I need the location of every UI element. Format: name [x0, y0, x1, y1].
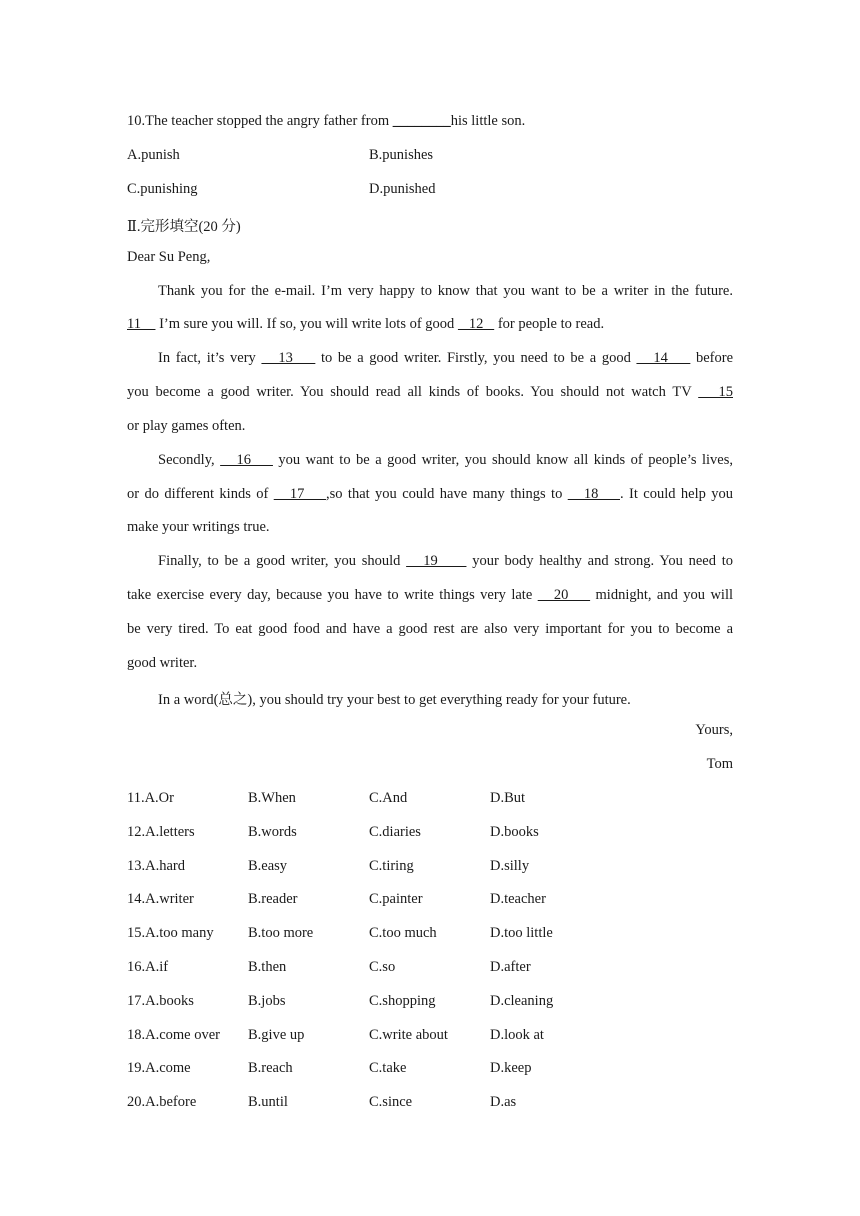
blank-15: 15: [698, 384, 733, 400]
blank-12: 12: [457, 316, 495, 332]
option-a: 16.A.if: [127, 959, 169, 975]
option-d: D.cleaning: [490, 992, 554, 1009]
option-c: C.And: [369, 790, 408, 806]
paragraph-2-line-1: In fact, it’s very 13 to be a good writer. Firstly, you need to be a good 14 before: [158, 350, 734, 366]
paragraph-4-line-4: good writer.: [127, 655, 198, 671]
option-b: B.give up: [248, 1026, 305, 1043]
option-b: B.When: [248, 790, 296, 806]
option-b: B.reader: [248, 891, 298, 908]
answer-blank: ________: [392, 113, 451, 129]
paragraph-4-line-1: Finally, to be a good writer, you should 19 your body healthy and strong. You need to: [158, 553, 734, 569]
option-a: 20.A.before: [127, 1094, 197, 1111]
option-c: C.too much: [369, 925, 437, 942]
option-a: 11.A.Or: [127, 790, 174, 806]
option-c: C.diaries: [369, 823, 421, 840]
option-b: B.reach: [248, 1060, 293, 1077]
option-b: B.too more: [248, 925, 314, 942]
option-a: 12.A.letters: [127, 823, 195, 840]
option-c: C.take: [369, 1060, 407, 1077]
option-c: C.shopping: [369, 992, 436, 1009]
letter-greeting: Dear Su Peng,: [127, 249, 211, 265]
letter-signature: Tom: [706, 756, 733, 772]
paragraph-1-line-2: 11 I’m sure you will. If so, you will write lots of good 12 for people to read.: [127, 316, 605, 332]
blank-13: 13: [261, 350, 316, 366]
option-c: C.since: [369, 1094, 413, 1111]
option-d: D.books: [490, 823, 539, 840]
option-a: 18.A.come over: [127, 1026, 221, 1043]
paragraph-4-line-3: be very tired. To eat good food and have a good rest are also very important for you to become a: [127, 621, 733, 637]
option-b: B.jobs: [248, 992, 286, 1009]
option-c: C.write about: [369, 1026, 448, 1043]
option-b: B.then: [248, 959, 287, 975]
option-c: C.tiring: [369, 857, 414, 874]
option-d: D.punished: [369, 181, 436, 197]
option-a: 17.A.books: [127, 992, 194, 1009]
blank-20: 20: [537, 587, 591, 603]
option-c: C.punishing: [127, 181, 198, 197]
option-d: D.But: [490, 790, 526, 806]
blank-11: 11: [127, 316, 156, 332]
paragraph-2-line-3: or play games often.: [127, 418, 246, 434]
paragraph-4-line-2: take exercise every day, because you have to write things very late 20 midnight, and you will: [127, 587, 734, 603]
paragraph-3-line-2: or do different kinds of 17 ,so that you could have many things to 18 . It could help you: [127, 486, 733, 502]
section-title: Ⅱ.完形填空(20 分): [127, 219, 241, 235]
option-a: A.punish: [127, 147, 180, 163]
option-d: D.look at: [490, 1026, 544, 1043]
blank-19: 19: [406, 553, 467, 569]
option-d: D.silly: [490, 857, 530, 874]
option-b: B.easy: [248, 857, 288, 874]
blank-14: 14: [636, 350, 691, 366]
paragraph-1-line-1: Thank you for the e-mail. I’m very happy to know that you want to be a writer in the future.: [158, 283, 733, 299]
option-c: C.painter: [369, 891, 423, 908]
option-c: C.so: [369, 959, 396, 975]
option-d: D.after: [490, 959, 531, 975]
paragraph-2-line-2: you become a good writer. You should read all kinds of books. You should not watch TV 15: [127, 384, 733, 400]
option-a: 19.A.come: [127, 1060, 191, 1077]
option-a: 14.A.writer: [127, 891, 194, 908]
option-b: B.until: [248, 1094, 288, 1111]
blank-16: 16: [220, 452, 273, 468]
paragraph-3-line-1: Secondly, 16 you want to be a good writer, you should know all kinds of people’s lives,: [158, 452, 734, 468]
option-a: 15.A.too many: [127, 925, 214, 942]
option-d: D.as: [490, 1094, 517, 1111]
option-d: D.too little: [490, 925, 553, 942]
question-10-stem: 10.The teacher stopped the angry father from ________his little son.: [127, 113, 526, 129]
paragraph-3-line-3: make your writings true.: [127, 519, 270, 535]
paragraph-5: In a word(总之), you should try your best to get everything ready for your future.: [158, 692, 631, 708]
letter-closing: Yours,: [695, 722, 733, 738]
option-a: 13.A.hard: [127, 857, 185, 874]
option-d: D.teacher: [490, 891, 546, 908]
option-b: B.punishes: [369, 147, 434, 163]
blank-17: 17: [273, 486, 326, 502]
blank-18: 18: [567, 486, 620, 502]
option-b: B.words: [248, 823, 297, 840]
option-d: D.keep: [490, 1060, 532, 1077]
